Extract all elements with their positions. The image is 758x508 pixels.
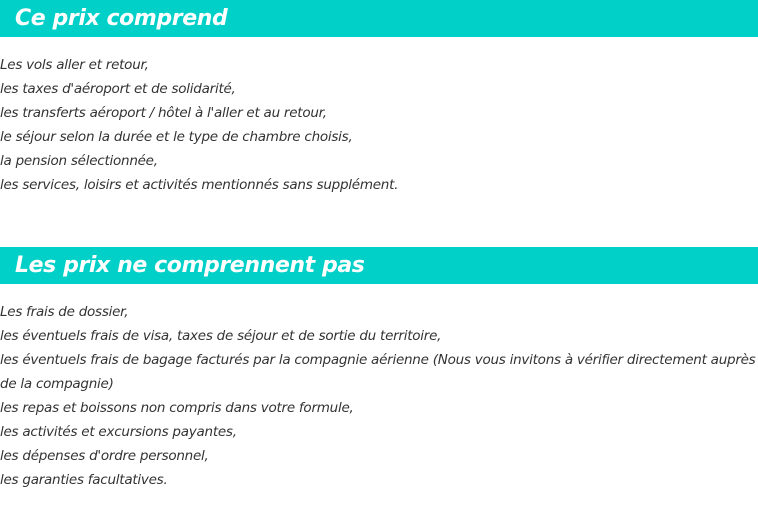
- excluded-section: [0, 247, 758, 492]
- list-item: Les vols aller et retour,: [0, 57, 149, 73]
- included-heading: Ce prix comprend: [0, 0, 758, 37]
- list-item: les dépenses d'ordre personnel,: [0, 448, 209, 464]
- excluded-list: [0, 284, 758, 492]
- list-item: les garanties facultatives.: [0, 472, 168, 488]
- list-item: le séjour selon la durée et le type de chambre choisis,: [0, 129, 353, 145]
- list-item: les éventuels frais de bagage facturés par la compagnie aérienne (Nous vous invitons à vérifier directement auprès de la compagnie): [0, 352, 756, 392]
- list-item: les services, loisirs et activités mentionnés sans supplément.: [0, 177, 399, 193]
- excluded-heading: Les prix ne comprennent pas: [0, 247, 758, 284]
- included-list: [0, 37, 758, 197]
- section-spacer: [0, 197, 758, 247]
- list-item: la pension sélectionnée,: [0, 153, 158, 169]
- list-item: les taxes d'aéroport et de solidarité,: [0, 81, 236, 97]
- list-item: les transferts aéroport / hôtel à l'aller et au retour,: [0, 105, 327, 121]
- list-item: les repas et boissons non compris dans votre formule,: [0, 400, 354, 416]
- list-item: Les frais de dossier,: [0, 304, 129, 320]
- list-item: les activités et excursions payantes,: [0, 424, 237, 440]
- included-section: [0, 0, 758, 197]
- list-item: les éventuels frais de visa, taxes de séjour et de sortie du territoire,: [0, 328, 442, 344]
